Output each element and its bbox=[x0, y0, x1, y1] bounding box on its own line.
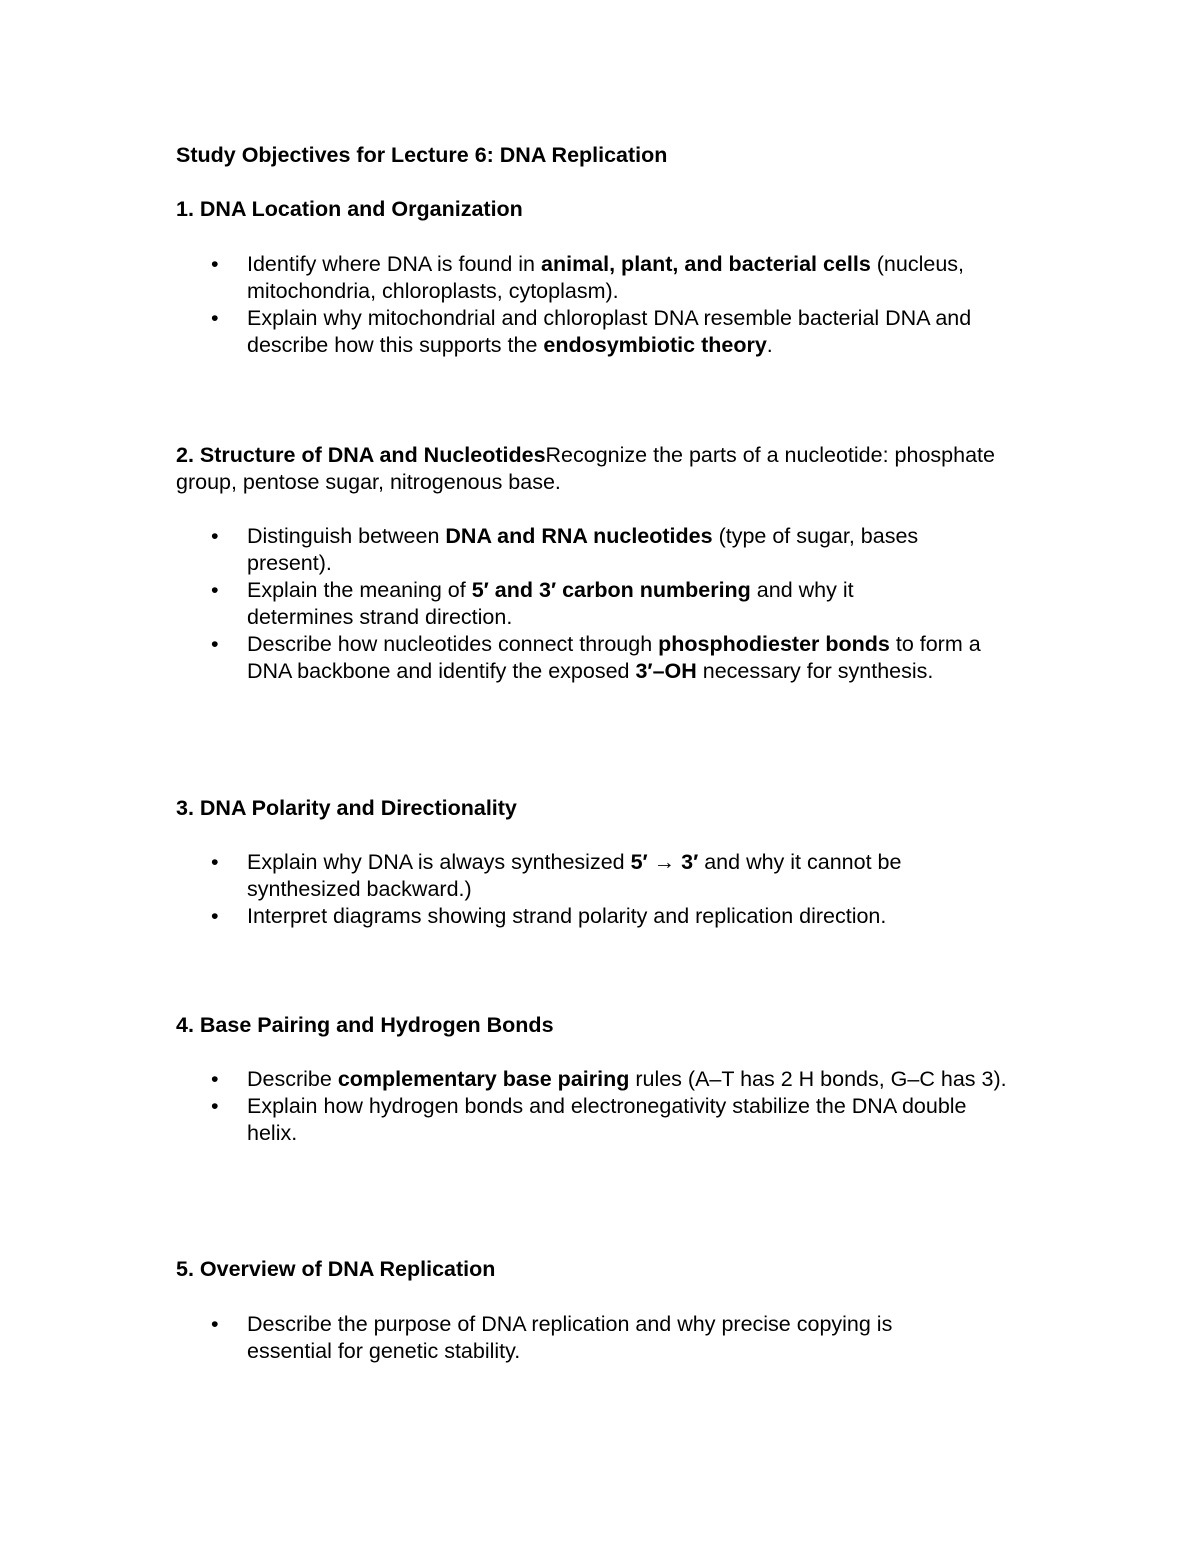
item-text: Distinguish between bbox=[247, 524, 446, 548]
bullet-icon: • bbox=[211, 524, 219, 548]
section-heading: 5. Overview of DNA Replication bbox=[176, 1257, 496, 1281]
bullet-list bbox=[0, 849, 1007, 930]
bullet-icon: • bbox=[211, 1094, 219, 1118]
item-text: Describe the purpose of DNA replication and why precise copying is essential for genetic stability. bbox=[247, 1312, 893, 1363]
list-item bbox=[0, 251, 1007, 305]
item-emphasis: phosphodiester bonds bbox=[658, 632, 890, 656]
item-text: necessary for synthesis. bbox=[696, 659, 934, 683]
section-heading: 2. Structure of DNA and Nucleotides bbox=[176, 443, 546, 467]
list-item bbox=[0, 1066, 1017, 1093]
bullet-icon: • bbox=[211, 252, 219, 276]
item-text: rules (A–T has 2 H bonds, G–C has 3). bbox=[629, 1067, 1007, 1091]
bullet-list bbox=[0, 251, 1007, 359]
item-text: and why it determines strand direction. bbox=[247, 578, 854, 629]
section-heading: 4. Base Pairing and Hydrogen Bonds bbox=[176, 1013, 554, 1037]
item-emphasis: complementary base pairing bbox=[337, 1067, 630, 1091]
item-text: Explain the meaning of bbox=[247, 578, 472, 602]
item-emphasis: animal, plant, and bacterial cells bbox=[541, 252, 871, 276]
list-item bbox=[0, 577, 927, 631]
bullet-list bbox=[0, 523, 992, 685]
bullet-icon: • bbox=[211, 850, 219, 874]
bullet-icon: • bbox=[211, 632, 219, 656]
item-emphasis: 5′ → 3′ bbox=[630, 850, 699, 874]
list-item bbox=[0, 903, 1007, 930]
item-text: to form a DNA backbone and identify the exposed bbox=[247, 632, 981, 683]
document-title: Study Objectives for Lecture 6: DNA Replication bbox=[176, 143, 668, 167]
item-emphasis: endosymbiotic theory bbox=[543, 333, 767, 357]
section-heading: 3. DNA Polarity and Directionality bbox=[176, 796, 517, 820]
item-emphasis: 5′ and 3′ carbon numbering bbox=[471, 578, 751, 602]
bullet-icon: • bbox=[211, 1067, 219, 1091]
item-emphasis: DNA and RNA nucleotides bbox=[445, 524, 713, 548]
bullet-icon: • bbox=[211, 1312, 219, 1336]
section-intro-text: Recognize the parts of a nucleotide: phosphate group, pentose sugar, nitrogenous base. bbox=[176, 443, 995, 494]
list-item bbox=[0, 305, 1007, 359]
bullet-icon: • bbox=[211, 306, 219, 330]
list-item bbox=[0, 631, 992, 685]
list-item bbox=[0, 1311, 967, 1365]
item-text: Describe bbox=[247, 1067, 338, 1091]
item-text: Interpret diagrams showing strand polarity and replication direction. bbox=[247, 904, 887, 928]
item-text: Explain why mitochondrial and chloroplast DNA resemble bacterial DNA and describe how this supports the bbox=[247, 306, 972, 357]
item-text: Describe how nucleotides connect through bbox=[247, 632, 659, 656]
item-emphasis: 3′–OH bbox=[635, 659, 697, 683]
list-item bbox=[0, 523, 992, 577]
item-text: (nucleus, mitochondria, chloroplasts, cytoplasm). bbox=[247, 252, 965, 303]
bullet-list bbox=[0, 1066, 1017, 1147]
list-item bbox=[0, 1093, 977, 1147]
bullet-list bbox=[0, 1311, 967, 1365]
bullet-icon: • bbox=[211, 578, 219, 602]
item-text: (type of sugar, bases present). bbox=[247, 524, 919, 575]
item-text: and why it cannot be synthesized backward.) bbox=[247, 850, 902, 901]
item-text: Identify where DNA is found in bbox=[247, 252, 541, 276]
item-text: Explain how hydrogen bonds and electronegativity stabilize the DNA double helix. bbox=[247, 1094, 967, 1145]
section-intro bbox=[176, 442, 1016, 496]
bullet-icon: • bbox=[211, 904, 219, 928]
item-text: . bbox=[766, 333, 773, 357]
item-text: Explain why DNA is always synthesized bbox=[247, 850, 631, 874]
list-item bbox=[0, 849, 977, 903]
section-heading: 1. DNA Location and Organization bbox=[176, 197, 523, 221]
